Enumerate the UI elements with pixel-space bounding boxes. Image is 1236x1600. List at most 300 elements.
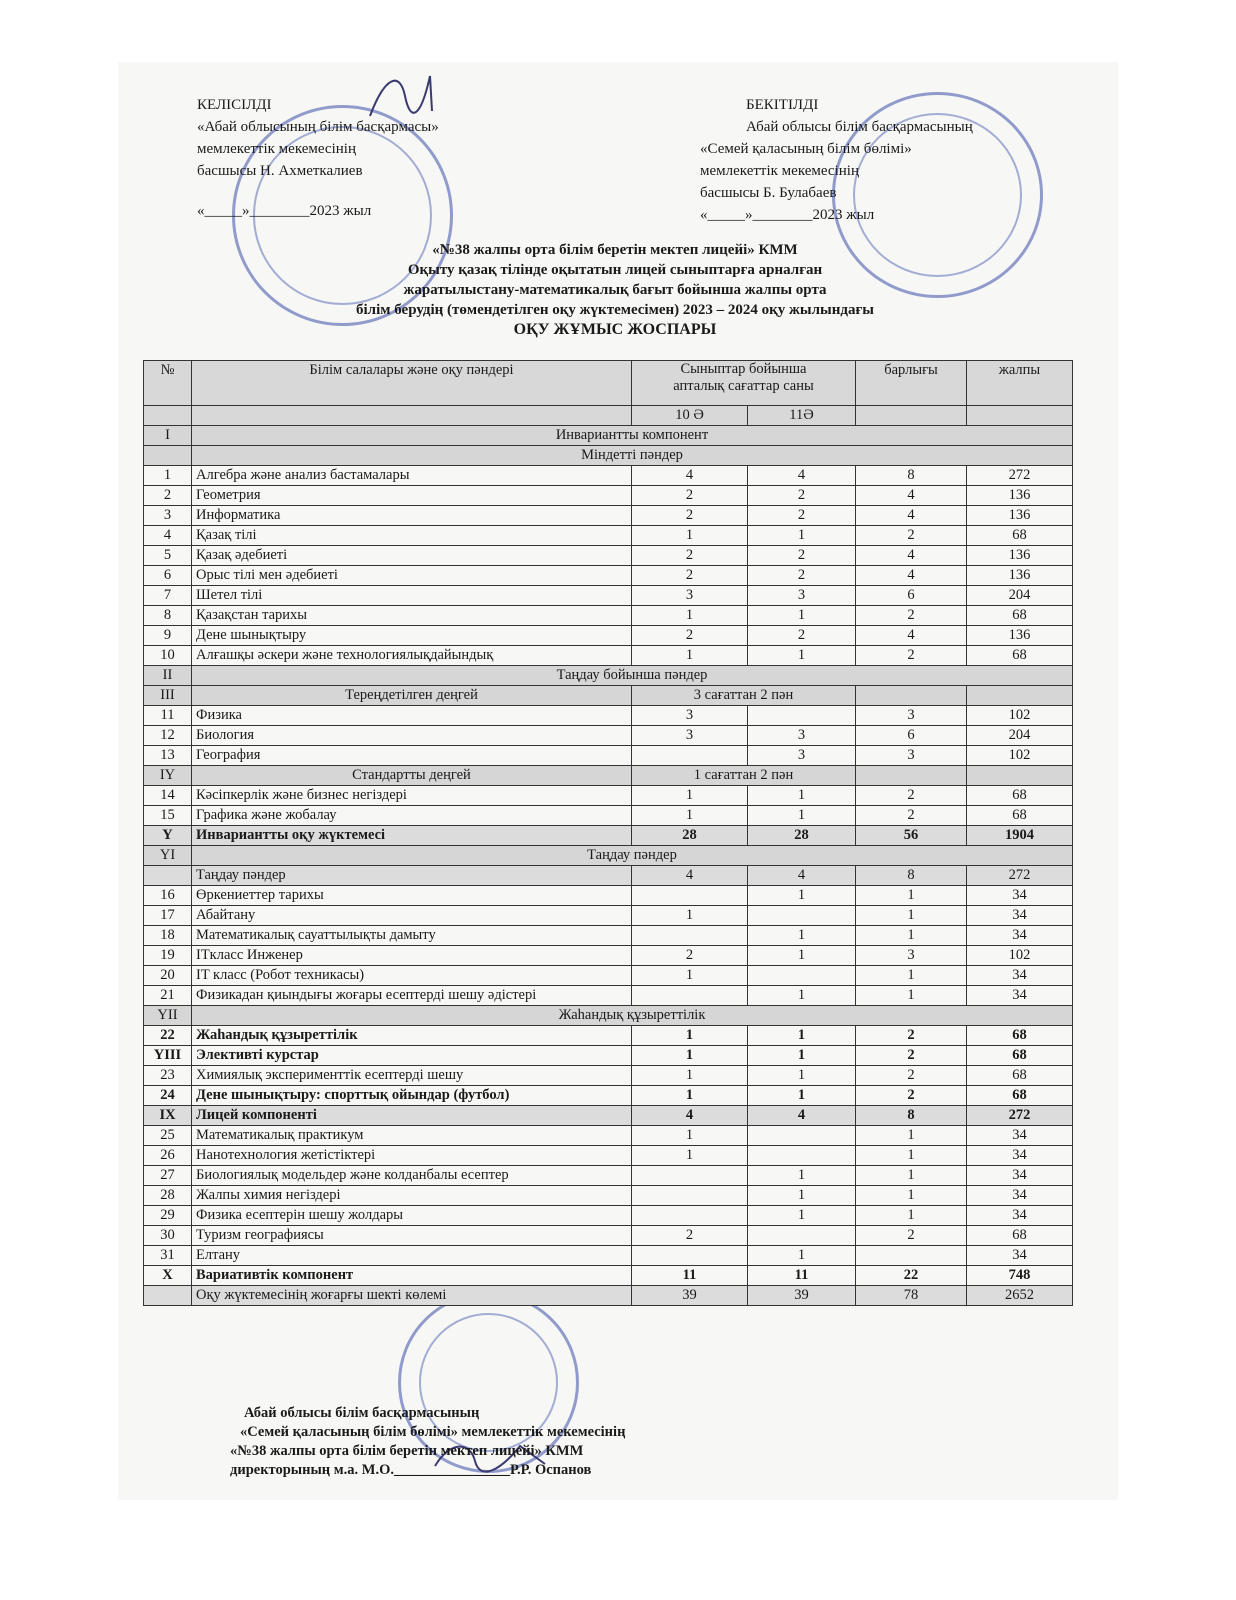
footer-line4: директорының м.а. М.О.________________Р.Р. Оспанов: [230, 1462, 592, 1478]
cell-t: 2: [856, 806, 967, 826]
cell-y: 136: [967, 566, 1073, 586]
table-row: [144, 446, 1073, 466]
cell-y: 34: [967, 1206, 1073, 1226]
cell-b: 2: [748, 626, 856, 646]
cell-s: Инвариантты оқу жүктемесі: [192, 826, 632, 846]
cell-t: 2: [856, 1226, 967, 1246]
cell-n: 24: [144, 1086, 192, 1106]
cell-n: 19: [144, 946, 192, 966]
cell-t: 4: [856, 486, 967, 506]
cell-y: 34: [967, 1126, 1073, 1146]
cell-y: 136: [967, 506, 1073, 526]
approval-right-heading: БЕКІТІЛДІ: [746, 97, 819, 113]
cell-b: 2: [748, 546, 856, 566]
header-blank: [856, 406, 967, 426]
cell-s: Химиялық эксперименттік есептерді шешу: [192, 1066, 632, 1086]
cell-a: 1: [632, 786, 748, 806]
cell-t: 2: [856, 1046, 967, 1066]
cell-label: Тереңдетілген деңгей: [192, 686, 632, 706]
cell-b: 1: [748, 1086, 856, 1106]
cell-b: 1: [748, 1046, 856, 1066]
table-row: [144, 1026, 1073, 1046]
cell-a: [632, 746, 748, 766]
cell-b: 1: [748, 1066, 856, 1086]
table-row: [144, 1046, 1073, 1066]
cell-n: 21: [144, 986, 192, 1006]
cell-y: 136: [967, 626, 1073, 646]
cell-note: 3 сағаттан 2 пән: [632, 686, 856, 706]
table-row: [144, 886, 1073, 906]
cell-t: 6: [856, 586, 967, 606]
cell-a: 28: [632, 826, 748, 846]
cell-b: 1: [748, 646, 856, 666]
cell-y: 68: [967, 1066, 1073, 1086]
cell-s: Абайтану: [192, 906, 632, 926]
cell-a: 1: [632, 1146, 748, 1166]
cell-y: 34: [967, 966, 1073, 986]
approval-right-line2: «Семей қаласының білім бөлімі»: [700, 141, 912, 157]
cell-n: 30: [144, 1226, 192, 1246]
cell-s: Қазақ әдебиеті: [192, 546, 632, 566]
cell-s: Физика: [192, 706, 632, 726]
cell-n: 10: [144, 646, 192, 666]
cell-t: 8: [856, 866, 967, 886]
cell-a: [632, 1246, 748, 1266]
cell-b: 1: [748, 1206, 856, 1226]
cell-a: 1: [632, 1046, 748, 1066]
cell-s: Алғашқы әскери және технологиялықдайындық: [192, 646, 632, 666]
cell-b: [748, 1226, 856, 1246]
cell-a: [632, 986, 748, 1006]
table-row: [144, 946, 1073, 966]
cell-n: 5: [144, 546, 192, 566]
cell-a: 4: [632, 1106, 748, 1126]
cell-s: IT класс (Робот техникасы): [192, 966, 632, 986]
cell-a: 11: [632, 1266, 748, 1286]
cell-s: Биологиялық модельдер және колданбалы есептер: [192, 1166, 632, 1186]
cell-label: Инвариантты компонент: [192, 426, 1073, 446]
cell-t: 2: [856, 646, 967, 666]
cell-y: 136: [967, 486, 1073, 506]
cell-b: 1: [748, 1026, 856, 1046]
cell-a: 1: [632, 906, 748, 926]
cell-t: 4: [856, 626, 967, 646]
cell-t: [856, 1246, 967, 1266]
table-row: [144, 826, 1073, 846]
table-row: [144, 1286, 1073, 1306]
cell-y: 204: [967, 726, 1073, 746]
cell-b: 2: [748, 566, 856, 586]
table-row: [144, 666, 1073, 686]
cell-n: YIII: [144, 1046, 192, 1066]
cell-b: 1: [748, 526, 856, 546]
cell-y: 34: [967, 1146, 1073, 1166]
cell-t: 1: [856, 1186, 967, 1206]
cell-t: 2: [856, 1066, 967, 1086]
cell-t: 2: [856, 1086, 967, 1106]
cell-y: 272: [967, 1106, 1073, 1126]
cell-t: 1: [856, 1166, 967, 1186]
cell-n: [144, 446, 192, 466]
table-row: [144, 586, 1073, 606]
cell-label: Таңдау бойынша пәндер: [192, 666, 1073, 686]
title-line2: Оқыту қазақ тілінде оқытатын лицей сыныптарға арналған: [407, 262, 823, 278]
cell-b: 1: [748, 1166, 856, 1186]
approval-left-line1: «Абай облысының білім басқармасы»: [197, 119, 439, 135]
cell-t: 1: [856, 1206, 967, 1226]
cell-b: 3: [748, 586, 856, 606]
approval-left-line3: басшысы Н. Ахметкалиев: [197, 163, 363, 179]
approval-right-line3: мемлекеттік мекемесінің: [700, 163, 859, 179]
cell-n: II: [144, 666, 192, 686]
cell-s: Өркениеттер тарихы: [192, 886, 632, 906]
table-row: [144, 986, 1073, 1006]
approval-right: [700, 94, 973, 226]
cell-label: Стандартты деңгей: [192, 766, 632, 786]
table-row: [144, 626, 1073, 646]
cell-s: Биология: [192, 726, 632, 746]
cell-a: 2: [632, 506, 748, 526]
cell-t: 2: [856, 526, 967, 546]
cell-n: 20: [144, 966, 192, 986]
cell-s: Жалпы химия негіздері: [192, 1186, 632, 1206]
footer-line1: Абай облысы білім басқармасының: [244, 1405, 480, 1421]
cell-y: 748: [967, 1266, 1073, 1286]
cell-n: 28: [144, 1186, 192, 1206]
cell-y: 1904: [967, 826, 1073, 846]
cell-y: 34: [967, 926, 1073, 946]
cell-s: Қазақстан тарихы: [192, 606, 632, 626]
approval-right-date: «_____»________2023 жыл: [700, 207, 875, 223]
cell-s: Физика есептерін шешу жолдары: [192, 1206, 632, 1226]
cell-t: 2: [856, 606, 967, 626]
cell-a: 2: [632, 1226, 748, 1246]
cell-b: 11: [748, 1266, 856, 1286]
cell-n: 17: [144, 906, 192, 926]
cell-t: 1: [856, 986, 967, 1006]
cell-a: 1: [632, 1026, 748, 1046]
cell-a: 3: [632, 586, 748, 606]
cell-s: Нанотехнология жетістіктері: [192, 1146, 632, 1166]
cell-t: 1: [856, 886, 967, 906]
cell-n: 9: [144, 626, 192, 646]
cell-a: 1: [632, 1086, 748, 1106]
header-blank: [192, 406, 632, 426]
cell-s: Графика және жобалау: [192, 806, 632, 826]
table-row: [144, 706, 1073, 726]
cell-b: 4: [748, 866, 856, 886]
table-row: [144, 646, 1073, 666]
cell-n: III: [144, 686, 192, 706]
cell-y: 136: [967, 546, 1073, 566]
cell-s: Жаһандық құзыреттілік: [192, 1026, 632, 1046]
table-row: [144, 1246, 1073, 1266]
approval-left-date: «_____»________2023 жыл: [197, 203, 372, 219]
cell-a: [632, 886, 748, 906]
cell-b: [748, 1126, 856, 1146]
cell-t: 8: [856, 1106, 967, 1126]
cell-t: 1: [856, 1126, 967, 1146]
cell-b: 1: [748, 786, 856, 806]
cell-t: 8: [856, 466, 967, 486]
cell-b: [748, 1146, 856, 1166]
cell-s: Математикалық практикум: [192, 1126, 632, 1146]
table-row: [144, 426, 1073, 446]
cell-empty: [856, 686, 967, 706]
table-row: [144, 1086, 1073, 1106]
cell-empty: [856, 766, 967, 786]
cell-t: 4: [856, 566, 967, 586]
cell-n: 7: [144, 586, 192, 606]
cell-y: 272: [967, 466, 1073, 486]
cell-a: 1: [632, 1066, 748, 1086]
cell-b: 4: [748, 466, 856, 486]
cell-y: 2652: [967, 1286, 1073, 1306]
cell-a: 3: [632, 706, 748, 726]
cell-a: 3: [632, 726, 748, 746]
table-row: [144, 1166, 1073, 1186]
cell-n: Y: [144, 826, 192, 846]
cell-s: Дене шынықтыру: спорттық ойындар (футбол): [192, 1086, 632, 1106]
cell-t: 4: [856, 506, 967, 526]
cell-a: 1: [632, 646, 748, 666]
title-line1: «№38 жалпы орта білім беретін мектеп лицейі» КММ: [432, 242, 798, 258]
approval-left-line2: мемлекеттік мекемесінің: [197, 141, 356, 157]
cell-s: Лицей компоненті: [192, 1106, 632, 1126]
cell-b: 39: [748, 1286, 856, 1306]
header-total-year: жалпы: [967, 361, 1073, 406]
cell-a: 1: [632, 806, 748, 826]
table-row: [144, 1126, 1073, 1146]
cell-n: 13: [144, 746, 192, 766]
cell-n: 26: [144, 1146, 192, 1166]
table-row: [144, 486, 1073, 506]
cell-n: IX: [144, 1106, 192, 1126]
cell-n: 4: [144, 526, 192, 546]
study-plan-table: [143, 360, 1073, 1306]
cell-n: IY: [144, 766, 192, 786]
table-row: [144, 1226, 1073, 1246]
cell-n: 25: [144, 1126, 192, 1146]
cell-y: 34: [967, 886, 1073, 906]
cell-b: [748, 706, 856, 726]
table-row: [144, 1066, 1073, 1086]
cell-a: [632, 926, 748, 946]
cell-b: 1: [748, 886, 856, 906]
cell-n: 18: [144, 926, 192, 946]
header-hours: [632, 361, 856, 406]
cell-a: [632, 1186, 748, 1206]
table-row: [144, 566, 1073, 586]
table-row: [144, 866, 1073, 886]
cell-b: 2: [748, 486, 856, 506]
cell-a: 2: [632, 486, 748, 506]
cell-note: 1 сағаттан 2 пән: [632, 766, 856, 786]
table-row: [144, 806, 1073, 826]
cell-b: 1: [748, 1246, 856, 1266]
cell-n: 8: [144, 606, 192, 626]
cell-s: География: [192, 746, 632, 766]
title-main: ОҚУ ЖҰМЫС ЖОСПАРЫ: [513, 321, 717, 338]
header-hours-line2: апталық сағаттар саны: [673, 378, 814, 394]
cell-empty: [967, 686, 1073, 706]
cell-s: Туризм географиясы: [192, 1226, 632, 1246]
cell-b: 1: [748, 946, 856, 966]
table-row: [144, 786, 1073, 806]
table-row: [144, 906, 1073, 926]
cell-s: Информатика: [192, 506, 632, 526]
cell-a: 1: [632, 526, 748, 546]
cell-a: 39: [632, 1286, 748, 1306]
cell-y: 272: [967, 866, 1073, 886]
cell-y: 68: [967, 1226, 1073, 1246]
table-row: [144, 1146, 1073, 1166]
cell-n: 22: [144, 1026, 192, 1046]
cell-n: 16: [144, 886, 192, 906]
header-blank: [144, 406, 192, 426]
cell-n: 3: [144, 506, 192, 526]
approval-left-heading: КЕЛІСІЛДІ: [197, 97, 272, 113]
cell-y: 204: [967, 586, 1073, 606]
table-row: [144, 1106, 1073, 1126]
cell-s: ITкласс Инженер: [192, 946, 632, 966]
table-row: [144, 966, 1073, 986]
title-line4: білім берудің (төмендетілген оқу жүктемесімен) 2023 – 2024 оқу жылындағы: [356, 302, 874, 318]
cell-s: Таңдау пәндер: [192, 866, 632, 886]
cell-n: YI: [144, 846, 192, 866]
cell-label: Міндетті пәндер: [192, 446, 1073, 466]
cell-a: 1: [632, 966, 748, 986]
table-row: [144, 1266, 1073, 1286]
cell-n: 23: [144, 1066, 192, 1086]
cell-a: [632, 1206, 748, 1226]
footer-line3: «№38 жалпы орта білім беретін мектеп лицейі» КММ: [230, 1443, 584, 1459]
approval-left: [197, 94, 439, 222]
cell-a: 2: [632, 626, 748, 646]
cell-n: YII: [144, 1006, 192, 1026]
cell-y: 102: [967, 946, 1073, 966]
cell-t: 1: [856, 906, 967, 926]
cell-n: 1: [144, 466, 192, 486]
cell-s: Оқу жүктемесінің жоғарғы шекті көлемі: [192, 1286, 632, 1306]
cell-y: 34: [967, 986, 1073, 1006]
cell-empty: [967, 766, 1073, 786]
cell-y: 68: [967, 1086, 1073, 1106]
cell-a: 4: [632, 466, 748, 486]
document-title: [160, 240, 1070, 340]
cell-b: [748, 906, 856, 926]
table-row: [144, 746, 1073, 766]
table-row: [144, 846, 1073, 866]
cell-y: 68: [967, 1026, 1073, 1046]
cell-b: 1: [748, 1186, 856, 1206]
header-subject: Білім салалары және оқу пәндері: [192, 361, 632, 406]
cell-n: 12: [144, 726, 192, 746]
cell-y: 102: [967, 706, 1073, 726]
header-class1: 10 Ә: [632, 406, 748, 426]
cell-n: 29: [144, 1206, 192, 1226]
header-hours-line1: Сыныптар бойынша: [680, 361, 807, 377]
cell-t: 1: [856, 926, 967, 946]
cell-s: Кәсіпкерлік және бизнес негіздері: [192, 786, 632, 806]
cell-y: 68: [967, 806, 1073, 826]
cell-s: Алгебра және анализ бастамалары: [192, 466, 632, 486]
table-row: [144, 766, 1073, 786]
cell-n: 31: [144, 1246, 192, 1266]
cell-b: [748, 966, 856, 986]
cell-s: Шетел тілі: [192, 586, 632, 606]
table-row: [144, 466, 1073, 486]
cell-n: 14: [144, 786, 192, 806]
cell-b: 1: [748, 986, 856, 1006]
cell-b: 28: [748, 826, 856, 846]
cell-n: I: [144, 426, 192, 446]
cell-y: 68: [967, 1046, 1073, 1066]
cell-label: Жаһандық құзыреттілік: [192, 1006, 1073, 1026]
cell-n: [144, 1286, 192, 1306]
cell-s: Орыс тілі мен әдебиеті: [192, 566, 632, 586]
cell-t: 56: [856, 826, 967, 846]
cell-n: X: [144, 1266, 192, 1286]
footer-signature-block: [230, 1404, 625, 1480]
cell-y: 34: [967, 1246, 1073, 1266]
footer-line2: «Семей қаласының білім бөлімі» мемлекеттік мекемесінің: [240, 1424, 626, 1440]
table-row: [144, 1186, 1073, 1206]
cell-t: 22: [856, 1266, 967, 1286]
table-row: [144, 726, 1073, 746]
cell-b: 1: [748, 606, 856, 626]
table-row: [144, 606, 1073, 626]
header-class2: 11Ә: [748, 406, 856, 426]
table-row: [144, 1006, 1073, 1026]
cell-t: 6: [856, 726, 967, 746]
cell-s: Элективті курстар: [192, 1046, 632, 1066]
cell-s: Физикадан қиындығы жоғары есептерді шешу әдістері: [192, 986, 632, 1006]
cell-a: [632, 1166, 748, 1186]
cell-a: 2: [632, 946, 748, 966]
cell-s: Математикалық сауаттылықты дамыту: [192, 926, 632, 946]
cell-t: 3: [856, 946, 967, 966]
cell-y: 68: [967, 526, 1073, 546]
header-num: №: [144, 361, 192, 406]
cell-t: 3: [856, 746, 967, 766]
cell-t: 1: [856, 1146, 967, 1166]
cell-y: 34: [967, 1186, 1073, 1206]
cell-b: 3: [748, 746, 856, 766]
cell-b: 1: [748, 926, 856, 946]
cell-s: Қазақ тілі: [192, 526, 632, 546]
table-row: [144, 686, 1073, 706]
cell-a: 1: [632, 1126, 748, 1146]
approval-right-line1: Абай облысы білім басқармасының: [746, 119, 973, 135]
cell-b: 1: [748, 806, 856, 826]
cell-t: 2: [856, 1026, 967, 1046]
cell-y: 68: [967, 646, 1073, 666]
cell-label: Таңдау пәндер: [192, 846, 1073, 866]
cell-a: 4: [632, 866, 748, 886]
cell-y: 68: [967, 786, 1073, 806]
cell-t: 3: [856, 706, 967, 726]
cell-y: 68: [967, 606, 1073, 626]
cell-n: 11: [144, 706, 192, 726]
cell-t: 4: [856, 546, 967, 566]
cell-y: 102: [967, 746, 1073, 766]
cell-s: Вариативтік компонент: [192, 1266, 632, 1286]
cell-n: 2: [144, 486, 192, 506]
table-row: [144, 1206, 1073, 1226]
title-line3: жаратылыстану-математикалық бағыт бойынша жалпы орта: [403, 282, 827, 298]
header-total-week: барлығы: [856, 361, 967, 406]
